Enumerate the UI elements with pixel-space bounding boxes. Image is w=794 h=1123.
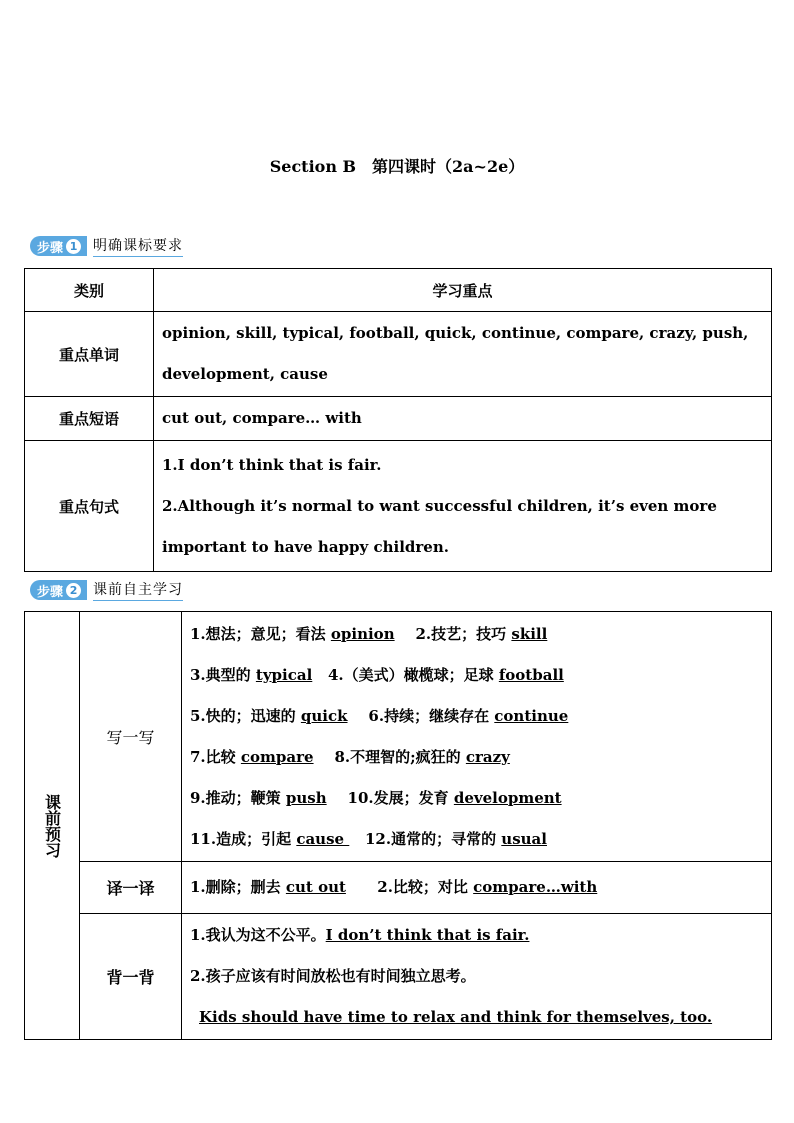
exercise-line: [183, 956, 770, 997]
row-category: 重点单词: [25, 312, 154, 397]
question: 4.（美式）橄榄球；足球: [327, 665, 499, 684]
question: 2.技艺；技巧: [415, 624, 512, 643]
table-row: [25, 397, 772, 441]
question: 2.比较；对比: [377, 878, 474, 896]
recite-label: 背一背: [80, 914, 182, 1040]
row-content: [154, 397, 772, 441]
recite-content: [182, 914, 772, 1040]
row-line: cut out, compare… with: [162, 409, 362, 427]
question: 8.不理智的;疯狂的: [334, 747, 466, 766]
recite-row: [25, 914, 772, 1040]
write-content: [182, 612, 772, 862]
question: 11.造成；引起: [190, 829, 297, 848]
row-line: 2.Although it’s normal to want successful children, it’s even more: [162, 496, 717, 515]
row-category: 重点句式: [25, 441, 154, 572]
preview-table: [24, 611, 772, 1040]
answer: opinion: [330, 624, 395, 643]
exercise-line: [183, 696, 770, 737]
answer: skill: [511, 624, 548, 643]
row-content: [154, 441, 772, 572]
question: 12.通常的；寻常的: [364, 829, 502, 848]
step-badge-text: 步骤: [37, 240, 64, 256]
answer: I don’t think that is fair.: [325, 926, 530, 944]
exercise-line: [183, 997, 770, 1038]
answer: usual: [501, 829, 547, 848]
question: 1.想法；意见；看法: [190, 624, 331, 643]
exercise-line: [183, 819, 770, 860]
question: 3.典型的: [190, 665, 256, 684]
section-label-cell: [25, 612, 80, 1040]
question: 1.我认为这不公平。: [190, 926, 326, 944]
translate-row: [25, 862, 772, 914]
answer: push: [285, 788, 327, 807]
step-label: 课前自主学习: [93, 579, 183, 601]
header-focus: 学习重点: [154, 269, 772, 312]
step-number: 1: [66, 239, 81, 254]
translate-label: 译一译: [80, 862, 182, 914]
section-label: 课前预习: [42, 793, 62, 858]
answer: crazy: [465, 747, 510, 766]
row-category: 重点短语: [25, 397, 154, 441]
step-badge: [30, 236, 87, 256]
answer: compare: [240, 747, 314, 766]
exercise-line: [183, 915, 770, 956]
translate-content: [182, 862, 772, 914]
header-category: 类别: [25, 269, 154, 312]
step-badge-text: 步骤: [37, 584, 64, 600]
row-line: important to have happy children.: [162, 537, 449, 556]
question: 2.孩子应该有时间放松也有时间独立思考。: [190, 967, 476, 985]
row-line: opinion, skill, typical, football, quick, continue, compare, crazy, push,: [162, 324, 749, 342]
step-2-heading: [30, 580, 183, 600]
question: 6.持续；继续存在: [368, 706, 495, 725]
answer: compare…with: [473, 878, 598, 896]
step-badge: [30, 580, 87, 600]
table-row: [25, 312, 772, 397]
exercise-line: [183, 614, 770, 655]
question: 5.快的；迅速的: [190, 706, 301, 725]
question: 7.比较: [190, 747, 241, 766]
answer: football: [498, 665, 564, 684]
exercise-line: [183, 655, 770, 696]
question: 10.发展；发育: [347, 788, 454, 807]
answer: Kids should have time to relax and think for themselves, too.: [199, 1008, 713, 1026]
table-row: [25, 441, 772, 572]
question: 1.删除；删去: [190, 878, 286, 896]
page-title: Section B 第四课时（2a~2e）: [269, 157, 525, 176]
answer: quick: [300, 706, 348, 725]
answer: cut out: [285, 878, 346, 896]
write-label: 写一写: [80, 612, 182, 862]
step-label: 明确课标要求: [93, 235, 183, 257]
table-header-row: [25, 269, 772, 312]
write-row: [25, 612, 772, 862]
question: 9.推动；鞭策: [190, 788, 286, 807]
answer: typical: [255, 665, 313, 684]
exercise-line: [183, 867, 770, 908]
exercise-line: [183, 737, 770, 778]
row-line: 1.I don’t think that is fair.: [162, 455, 382, 474]
answer: development: [453, 788, 562, 807]
row-content: [154, 312, 772, 397]
step-1-heading: [30, 236, 183, 256]
answer: cause: [296, 829, 350, 848]
row-line: development, cause: [162, 365, 328, 383]
answer: continue: [494, 706, 569, 725]
exercise-line: [183, 778, 770, 819]
requirements-table: [24, 268, 772, 572]
step-number: 2: [66, 583, 81, 598]
